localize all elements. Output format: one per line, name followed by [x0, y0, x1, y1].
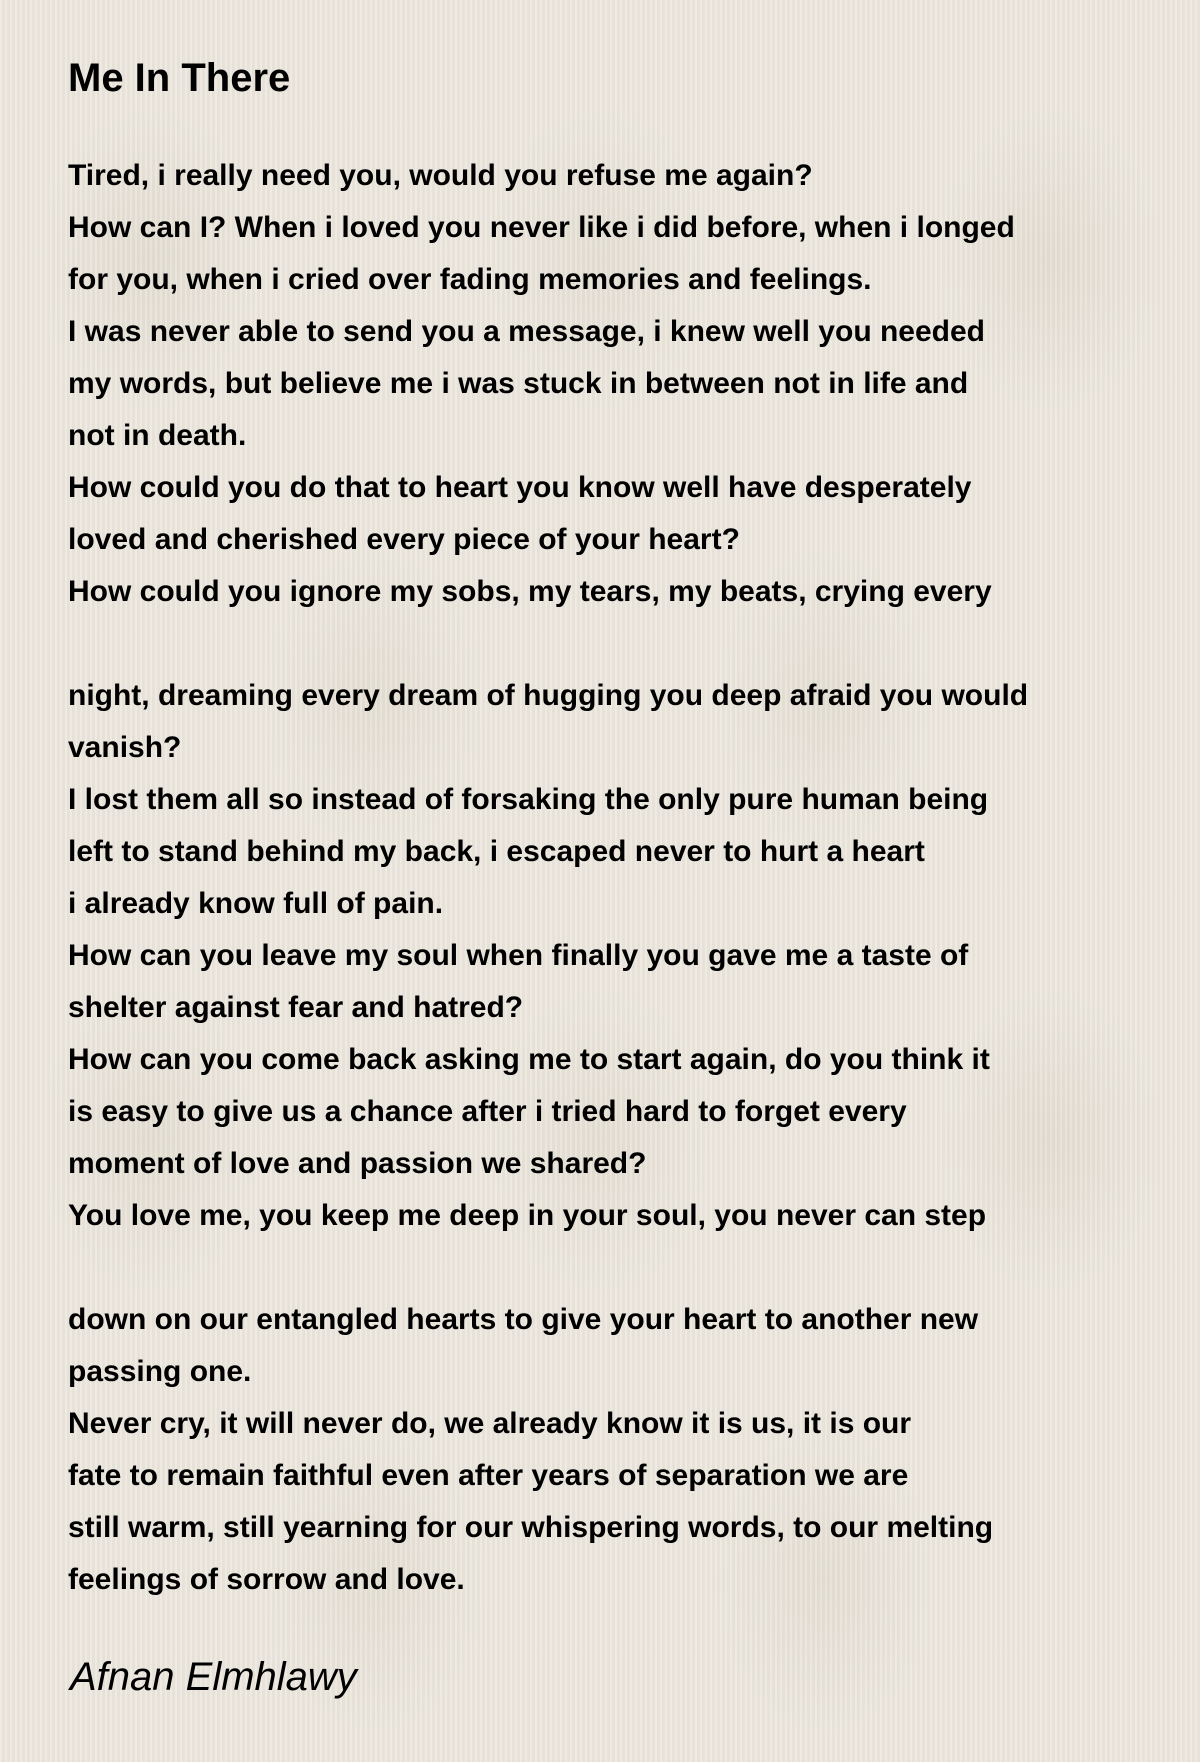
poem-line: Tired, i really need you, would you refuse me again? — [68, 159, 813, 192]
poem-author: Afnan Elmhlawy — [70, 1655, 357, 1699]
poem-line: fate to remain faithful even after years of separation we are — [68, 1459, 909, 1492]
poem-line: How can you leave my soul when finally you gave me a taste of — [68, 939, 969, 972]
poem-line: is easy to give us a chance after i tried hard to forget every — [68, 1095, 907, 1128]
poem-line: Never cry, it will never do, we already know it is us, it is our — [68, 1407, 912, 1440]
poem-line: You love me, you keep me deep in your soul, you never can step — [68, 1199, 987, 1232]
poem-line: How could you do that to heart you know well have desperately — [68, 471, 972, 504]
poem-line: I was never able to send you a message, i knew well you needed — [68, 315, 986, 348]
poem-line: for you, when i cried over fading memories and feelings. — [68, 263, 872, 296]
stanza-break — [68, 618, 1168, 670]
poem-title: Me In There — [68, 56, 291, 100]
poem-line: How can I? When i loved you never like i did before, when i longed — [68, 211, 1015, 244]
poem-line: feelings of sorrow and love. — [68, 1563, 465, 1596]
poem-line: night, dreaming every dream of hugging you deep afraid you would — [68, 679, 1029, 712]
poem-line: still warm, still yearning for our whispering words, to our melting — [68, 1511, 994, 1544]
poem-line: my words, but believe me i was stuck in between not in life and — [68, 367, 969, 400]
poem-line: down on our entangled hearts to give your heart to another new — [68, 1303, 979, 1336]
stanza-break — [68, 1242, 1168, 1294]
poem-line: i already know full of pain. — [68, 887, 444, 920]
poem-line: I lost them all so instead of forsaking the only pure human being — [68, 783, 989, 816]
poem-line: passing one. — [68, 1355, 252, 1388]
poem-line: loved and cherished every piece of your heart? — [68, 523, 740, 556]
poem-body — [68, 150, 1168, 1606]
poem-line: not in death. — [68, 419, 247, 452]
poem-line: How could you ignore my sobs, my tears, my beats, crying every — [68, 575, 992, 608]
poem-line: How can you come back asking me to start again, do you think it — [68, 1043, 990, 1076]
poem-line: moment of love and passion we shared? — [68, 1147, 647, 1180]
poem-line: left to stand behind my back, i escaped never to hurt a heart — [68, 835, 925, 868]
poem-line: vanish? — [68, 731, 182, 764]
poem-page — [68, 50, 1168, 1699]
poem-line: shelter against fear and hatred? — [68, 991, 524, 1024]
